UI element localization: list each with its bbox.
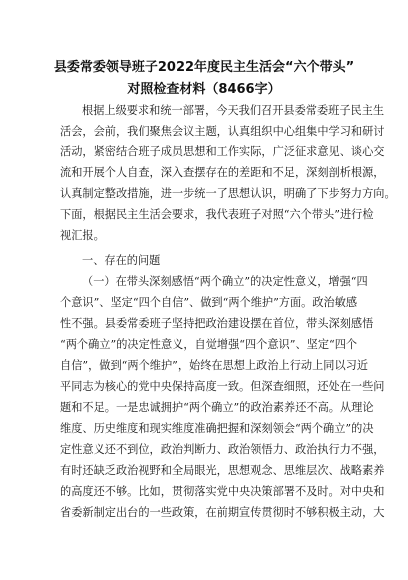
- paragraph-line: 平同志为核心的党中央保持高度一致。但深查细照，还处在一些问: [60, 380, 385, 393]
- paragraph-line: 认真制定整改措施，进一步统一了思想认识，明确了下步努力方向。: [60, 187, 396, 200]
- paragraph-line: “两个确立”的决定性意义，自觉增强“四个意识”、坚定“四个: [60, 338, 358, 351]
- paragraph-line: 的高度还不够。比如，贯彻落实党中央决策部署不及时。对中央和: [60, 485, 385, 498]
- document-title-line-2: 对照检查材料（8466字）: [127, 82, 281, 97]
- paragraph-line: 视汇报。: [60, 229, 105, 242]
- paragraph-line: 下面，根据民主生活会要求，我代表班子对照“六个带头”进行检: [60, 208, 374, 221]
- section-heading: 一、存在的问题: [82, 254, 161, 267]
- paragraph-line: 题和不足。一是忠诚拥护“两个确立”的政治素养还不高。从理论: [60, 401, 374, 414]
- paragraph-line: 自信”，做到“两个维护”，始终在思想上政治上行动上同以习近: [60, 359, 369, 372]
- paragraph-line: 省委新制定出台的一些政策，在前期宣传贯彻时不够积极主动，大: [60, 506, 385, 519]
- paragraph-line: 流和开展个人自查，深入查摆存在的差距和不足，深刻剖析根源，: [60, 166, 385, 179]
- document-title-line-1: 县委常委领导班子2022年度民主生活会“六个带头”: [53, 60, 355, 75]
- paragraph-line: 根据上级要求和统一部署，今天我们召开县委常委班子民主生: [82, 104, 385, 117]
- paragraph-line: 活会，会前，我们聚焦会议主题，认真组织中心组集中学习和研讨: [60, 125, 385, 138]
- paragraph-line: 定性意义还不到位，政治判断力、政治领悟力、政治执行力不强，: [60, 443, 385, 456]
- paragraph-line: （一）在带头深刻感悟“两个确立”的决定性意义，增强“四: [82, 275, 368, 288]
- paragraph-line: 有时还缺乏政治视野和全局眼光，思想观念、思维层次、战略素养: [60, 464, 385, 477]
- paragraph-line: 个意识”、坚定“四个自信”、做到“两个维护”方面。政治敏感: [60, 296, 358, 309]
- paragraph-line: 活动，紧密结合班子成员思想和工作实际，广泛征求意见、谈心交: [60, 145, 385, 158]
- paragraph-line: 维度、历史维度和现实维度准确把握和深刻领会“两个确立”的决: [60, 422, 374, 435]
- paragraph-line: 性不强。县委常委班子坚持把政治建设摆在首位，带头深刻感悟: [60, 317, 374, 330]
